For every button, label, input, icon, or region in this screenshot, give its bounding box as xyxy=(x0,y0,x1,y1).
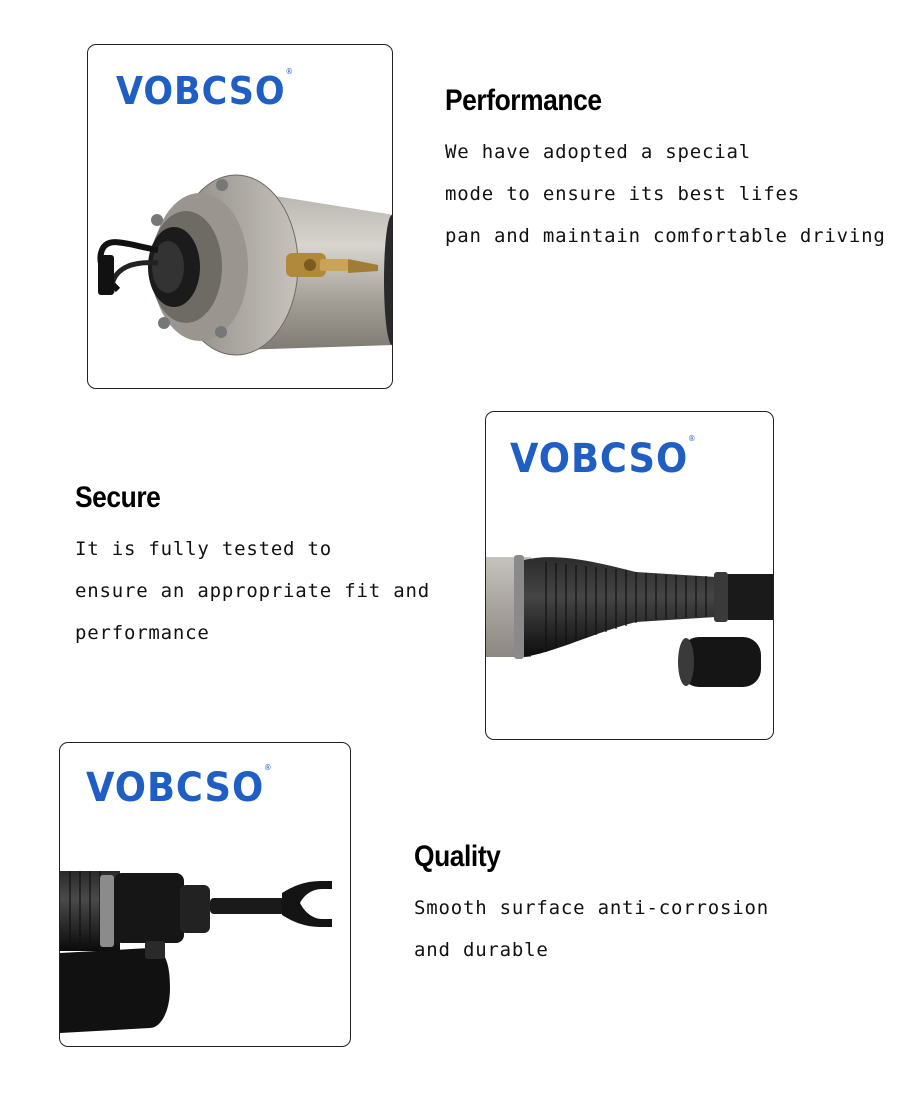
section-heading-quality: Quality xyxy=(414,840,501,873)
air-strut-bellows-illustration xyxy=(486,412,774,740)
section-text-line: We have adopted a special xyxy=(445,141,751,163)
section-text-line: mode to ensure its best lifes xyxy=(445,183,800,205)
brand-logo-text: VOBCSO xyxy=(510,436,689,482)
section-heading-performance: Performance xyxy=(445,84,602,117)
product-image-card-performance xyxy=(87,44,393,389)
section-text-line: and durable xyxy=(414,939,549,961)
section-text-line: Smooth surface anti-corrosion xyxy=(414,897,769,919)
product-image-card-secure xyxy=(485,411,774,740)
air-strut-fork-illustration xyxy=(60,743,351,1047)
product-image-card-quality xyxy=(59,742,351,1047)
section-text-line: pan and maintain comfortable driving xyxy=(445,225,886,247)
brand-logo-text: VOBCSO xyxy=(116,69,286,113)
section-text-line: performance xyxy=(75,622,210,644)
registered-mark: ® xyxy=(285,67,294,76)
registered-mark: ® xyxy=(688,434,697,443)
section-heading-secure: Secure xyxy=(75,481,161,514)
brand-logo-text: VOBCSO xyxy=(86,765,265,811)
section-text-line: It is fully tested to xyxy=(75,538,333,560)
registered-mark: ® xyxy=(264,763,273,772)
air-strut-top-illustration xyxy=(88,45,393,389)
section-text-line: ensure an appropriate fit and xyxy=(75,580,430,602)
